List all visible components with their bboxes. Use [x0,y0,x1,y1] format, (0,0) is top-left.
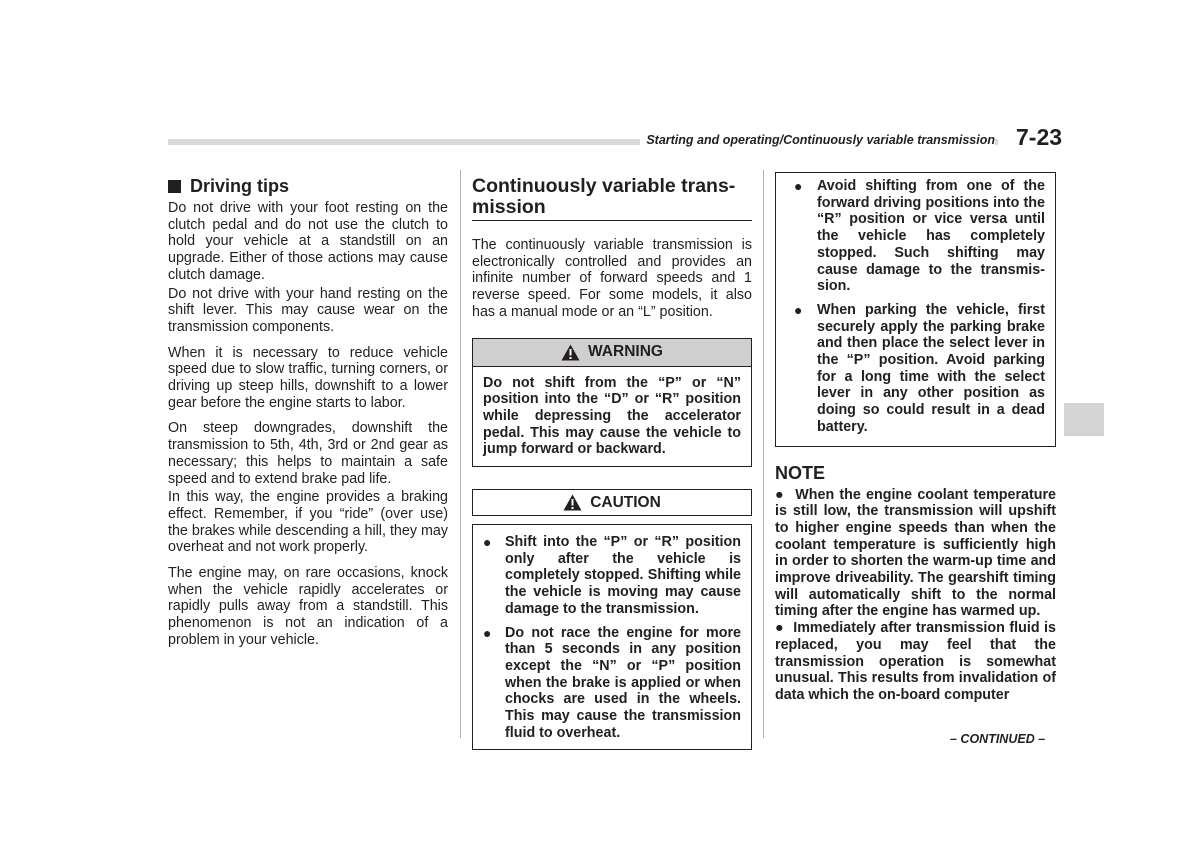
caution-continued-box [775,172,1056,447]
tips-paragraph: When it is necessary to reduce vehicle speed due to slow traffic, turning corners, or driving up steep hills, downshift to a lower gear before the engine starts to labor. [168,344,448,411]
caution-box [472,524,752,750]
bullet-icon: ● [775,486,785,503]
caution-triangle-icon [563,494,582,511]
note-heading: NOTE [775,462,826,483]
list-item [483,534,741,618]
warning-box [472,338,752,468]
tips-paragraph: The engine may, on rare occasions, knock when the vehicle rapidly accelerates or rapidly pulls away from a standstill. This phenomenon is not an indication of a problem in your vehicle. [168,565,448,648]
tips-paragraph: On steep downgrades, downshift the transmission to 5th, 4th, 3rd or 2nd gear as necessary; this helps to maintain a safe speed and to extend brake pad life. [168,420,448,487]
warning-header [473,339,751,367]
driving-tips-heading: Driving tips [168,176,448,197]
caution-item: When parking the vehicle, first securely apply the parking brake and then place the select lever in the “P” position. Avoid parking for a long time with the select lever in any other position as doing so could result in a dead battery. [817,301,1045,435]
list-item [786,178,1045,295]
warning-triangle-icon [561,344,580,361]
section-title: Starting and operating/Continuously variable transmission [640,133,995,147]
warning-body [473,367,751,467]
list-item [483,625,741,742]
column-divider-1 [460,170,461,738]
caution-item: Shift into the “P” or “R” position only after the vehicle is completely stopped. Shifting while the vehicle is moving may cause damage to the transmission. [505,534,741,617]
note-item: ● Immediately after transmission fluid is replaced, you may feel that the transmission operation is somewhat unusual. This results from invalidation of data which the on-board computer [775,620,1056,703]
warning-text: Do not shift from the “P” or “N” position into the “D” or “R” position while depressing the accelerator pedal. This may cause the vehicle to jump forward or backward. [483,374,741,458]
driving-tips-section [168,172,448,649]
caution-header [472,489,752,516]
caution-label: CAUTION [590,493,661,511]
bullet-icon: ● [794,178,803,194]
cvt-intro: The continuously variable transmission is electronically controlled and provides an infinite number of forward speeds and 1 reverse speed. For some models, it also has a manual mode or an “L” position. [472,237,752,320]
cvt-heading-line2: mission [472,196,546,218]
square-bullet-icon [168,180,181,193]
tips-paragraph: In this way, the engine provides a braking effect. Remember, if you “ride” (over use) the brakes while descending a hill, they may overheat and not work properly. [168,489,448,556]
tips-paragraph: Do not drive with your hand resting on the shift lever. This may cause wear on the transmission components. [168,285,448,335]
caution-item: Avoid shifting from one of the forward driving positions into the “R” position or vice versa until the vehicle has completely stopped. Such shifting may cause damage to the transmis-sion. [817,178,1045,295]
bullet-icon: ● [483,534,492,551]
chapter-tab [1064,403,1104,436]
bullet-icon: ● [483,624,492,641]
tips-paragraph: Do not drive with your foot resting on the clutch pedal and do not use the clutch to hold your vehicle at a standstill on an upgrade. Either of those actions may cause clutch damage. [168,200,448,283]
note-item: ● When the engine coolant temperature is still low, the transmission will upshift to higher engine speeds than when the coolant temperature is sufficiently high in order to shorten the warm-up time and improve driveability. The gearshift timing will automatically shift to the normal timing after the engine has warmed up. [775,486,1056,620]
right-column [775,172,1056,704]
page-number: 7-23 [1012,124,1066,151]
list-item [786,302,1045,436]
continued-label: – CONTINUED – [950,732,1046,746]
cvt-section [472,176,752,750]
cvt-heading [472,176,752,221]
caution-item: Do not race the engine for more than 5 seconds in any position except the “N” or “P” position when the brake is applied or when chocks are used in the wheels. This may cause the transmission fluid to overheat. [505,624,741,741]
column-divider-2 [763,170,764,738]
bullet-icon: ● [775,620,785,637]
note-body [775,487,1056,704]
cvt-heading-line1: Continuously variable trans- [472,175,736,197]
bullet-icon: ● [794,301,803,318]
warning-label: WARNING [588,343,663,361]
